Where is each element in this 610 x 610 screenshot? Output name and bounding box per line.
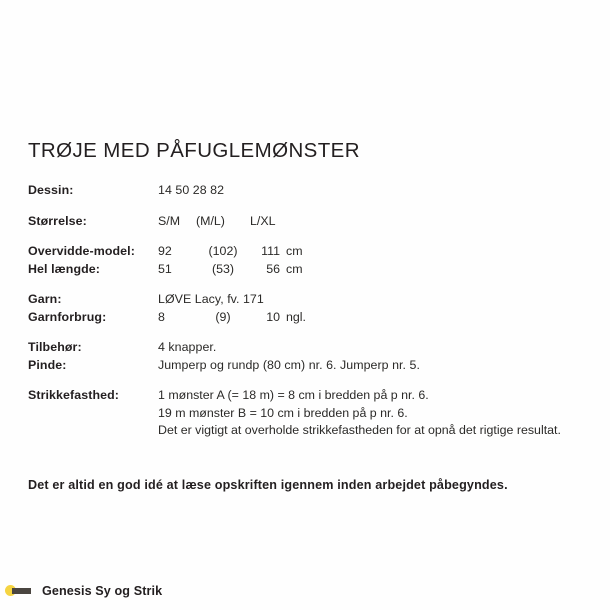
- spec-row-pinde: [28, 357, 588, 375]
- size-columns: [158, 213, 286, 231]
- hel-laengde-value-sm: 51: [158, 261, 172, 276]
- garnforbrug-value-sm: 8: [158, 309, 165, 324]
- spec-row-garnforbrug: [28, 309, 588, 327]
- hel-laengde-value-ml: (53): [211, 261, 235, 276]
- garnforbrug-values: [158, 309, 306, 327]
- overvidde-value-sm: 92: [158, 244, 172, 258]
- garnforbrug-value-ml: (9): [215, 309, 231, 324]
- size-column-lxl: L/XL: [250, 213, 276, 228]
- brand-name: Genesis Sy og Strik: [42, 584, 163, 598]
- spec-label-tilbehoer: Tilbehør:: [28, 340, 82, 354]
- overvidde-value-ml: (102): [208, 244, 238, 258]
- spec-value-garn: LØVE Lacy, fv. 171: [158, 292, 264, 306]
- spec-row-stoerrelse: [28, 213, 588, 231]
- page-title: TRØJE MED PÅFUGLEMØNSTER: [28, 139, 360, 162]
- specification-list: [28, 182, 588, 453]
- spec-label-dessin: Dessin:: [28, 183, 74, 197]
- strikkefasthed-line-1: 1 mønster A (= 18 m) = 8 cm i bredden på p nr. 6.: [158, 388, 429, 402]
- garnforbrug-unit: ngl.: [286, 309, 306, 324]
- advisory-note: Det er altid en god idé at læse opskriften igennem inden arbejdet påbegyndes.: [28, 478, 508, 492]
- overvidde-values: [158, 243, 303, 261]
- spec-row-hel-laengde: [28, 261, 588, 279]
- spec-label-overvidde: Overvidde-model:: [28, 244, 135, 258]
- spec-label-hel-laengde: Hel længde:: [28, 261, 101, 276]
- strikkefasthed-lines: [158, 387, 561, 440]
- spec-row-dessin: [28, 182, 588, 200]
- spec-row-strikkefasthed: [28, 387, 588, 440]
- spec-value-tilbehoer: 4 knapper.: [158, 340, 217, 354]
- size-column-sm: S/M: [158, 213, 181, 228]
- garnforbrug-value-lxl: 10: [266, 309, 280, 324]
- spec-row-garn: [28, 291, 588, 309]
- overvidde-unit: cm: [286, 244, 303, 258]
- spec-group-strikkefasthed: [28, 387, 588, 440]
- spec-group-stoerrelse: [28, 213, 588, 231]
- spec-row-overvidde: [28, 243, 588, 261]
- genesis-logo-icon: [5, 584, 32, 598]
- spec-label-stoerrelse: Størrelse:: [28, 213, 87, 228]
- spec-label-pinde: Pinde:: [28, 357, 67, 372]
- hel-laengde-value-lxl: 56: [266, 261, 280, 276]
- spec-label-garn: Garn:: [28, 292, 62, 306]
- spec-row-tilbehoer: [28, 339, 588, 357]
- strikkefasthed-line-3: Det er vigtigt at overholde strikkefastheden for at opnå det rigtige resultat.: [158, 423, 561, 437]
- spec-label-strikkefasthed: Strikkefasthed:: [28, 388, 120, 402]
- spec-group-dessin: [28, 182, 588, 200]
- brand-footer: [5, 584, 162, 598]
- size-column-ml: (M/L): [196, 213, 225, 228]
- hel-laengde-unit: cm: [286, 261, 303, 276]
- spec-value-pinde: Jumperp og rundp (80 cm) nr. 6. Jumperp nr. 5.: [158, 357, 420, 372]
- spec-group-garn: [28, 291, 588, 326]
- strikkefasthed-line-2: 19 m mønster B = 10 cm i bredden på p nr. 6.: [158, 405, 408, 420]
- logo-wordmark-shape: [12, 588, 31, 594]
- spec-value-dessin: 14 50 28 82: [158, 183, 225, 197]
- spec-group-maal: [28, 243, 588, 278]
- hel-laengde-values: [158, 261, 303, 279]
- spec-label-garnforbrug: Garnforbrug:: [28, 309, 107, 324]
- spec-group-tilbehoer-pinde: [28, 339, 588, 374]
- overvidde-value-lxl: 111: [261, 244, 280, 258]
